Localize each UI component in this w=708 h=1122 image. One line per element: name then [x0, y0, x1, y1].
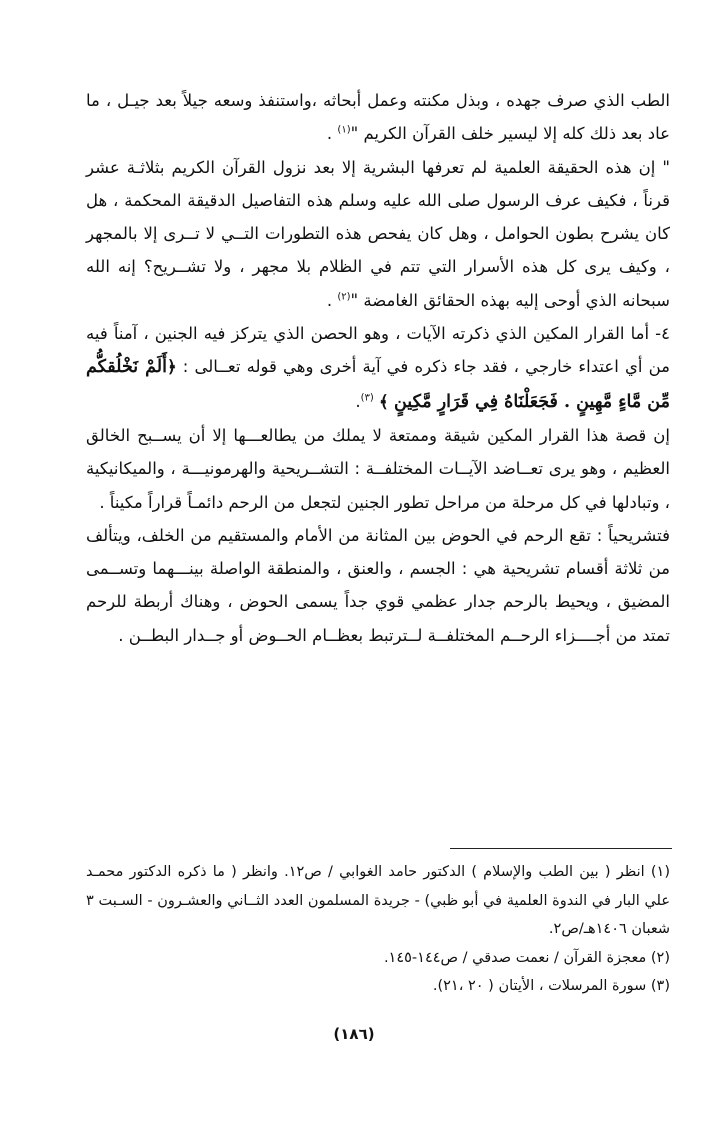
paragraph-2-end: .	[326, 290, 338, 310]
paragraph-2	[86, 151, 670, 317]
footnote-ref-2: (٢)	[337, 291, 351, 303]
footnotes	[86, 858, 670, 1001]
paragraph-4: إن قصة هذا القرار المكين شيقة وممتعة لا يملك من يطالعـــها إلا أن يســبح الخالق العظيم ، وهو يرى تعــاضد الآيــات المختلفــة : التشــريحية والهرمونيـــة ، والميكانيكية ، وتبادلها في كل مرحلة من مراحل تطور الجنين لتجعل من الرحم دائمـاً قراراً مكيناً .	[86, 425, 670, 512]
paragraph-1	[86, 84, 670, 151]
paragraph-1-text: الطب الذي صرف جهده ، وبذل مكنته وعمل أبحاثه ،واستنفذ وسعه جيلاً بعد جيـل ، ما عاد بعد ذلك كله إلا ليسير خلف القرآن الكريم "	[86, 91, 670, 144]
paragraph-3-end: .	[355, 391, 361, 411]
footnote-2: (٢) معجزة القرآن / نعمت صدقي / ص١٤٤-١٤٥.	[383, 949, 670, 966]
paragraph-3	[86, 317, 670, 419]
paragraph-2-text: " إن هذه الحقيقة العلمية لم تعرفها البشرية إلا بعد نزول القرآن الكريم بثلاثـة عشر قرناً ، فكيف عرف الرسول صلى الله عليه وسلم هذه التفاصيل الدقيقة المحكمة ، هل كان يشرح بطون الحوامل ، وهل كان يفحص هذه التطورات التــي لا تــرى إلا بالمجهر ، وكيف يرى كل هذه الأسرار التي تتم في الظلام بلا مجهر ، ولا تشــريح؟ إنه الله سبحانه الذي أوحى إليه بهذه الحقائق الغامضة "	[86, 157, 670, 310]
footnote-3: (٣) سورة المرسلات ، الأيتان ( ٢٠ ،٢١).	[432, 978, 670, 994]
footnote-separator	[450, 848, 672, 849]
footnote-1: (١) انظر ( بين الطب والإسلام ) الدكتور حامد الغوابي / ص١٢. وانظر ( ما ذكره الدكتور محمـد علي البار في الندوة العلمية في أبو ظبي) - جريدة المسلمون العدد الثــاني والعشـرون - السـبت ٣ شعبان ١٤٠٦هـ/ص٢.	[86, 864, 670, 937]
quran-open-bracket: ﴿	[166, 357, 177, 377]
paragraph-3-text: ٤- أما القرار المكين الذي ذكرته الآيات ، وهو الحصن الذي يتركز فيه الجنين ، آمناً فيه من أي اعتداء خارجي ، فقد جاء ذكره في آية أخرى وهي قوله تعــالى :	[86, 324, 671, 377]
paragraph-5: فتشريحياً : تقع الرحم في الحوض بين المثانة من الأمام والمستقيم من الخلف، ويتألف من ثلاثة أقسام تشريحية هي : الجسم ، والعنق ، والمنطقة الواصلة بينـــهما وتســمى المضيق ، ويحيط بالرحم جدار عظمي قوي جداً يسمى الحوض ، وهناك أربطة للرحم تمتد من أجــــزاء الرحــم المختلفــة لــترتبط بعظــام الحــوض أو جــدار البطــن .	[86, 525, 670, 645]
main-text	[86, 84, 670, 652]
footnote-ref-1: (١)	[337, 124, 351, 136]
paragraph-1-end: .	[326, 124, 338, 144]
quran-verse: أَلَمْ نَخْلُقكُّم مِّن مَّاءٍ مَّهِينٍ . فَجَعَلْنَاهُ فِي قَرَارٍ مَّكِينٍ	[86, 357, 670, 412]
footnote-ref-3: (٣)	[360, 392, 374, 404]
quran-close-bracket: ﴾	[379, 391, 389, 411]
page-number: (١٨٦)	[333, 1025, 375, 1043]
